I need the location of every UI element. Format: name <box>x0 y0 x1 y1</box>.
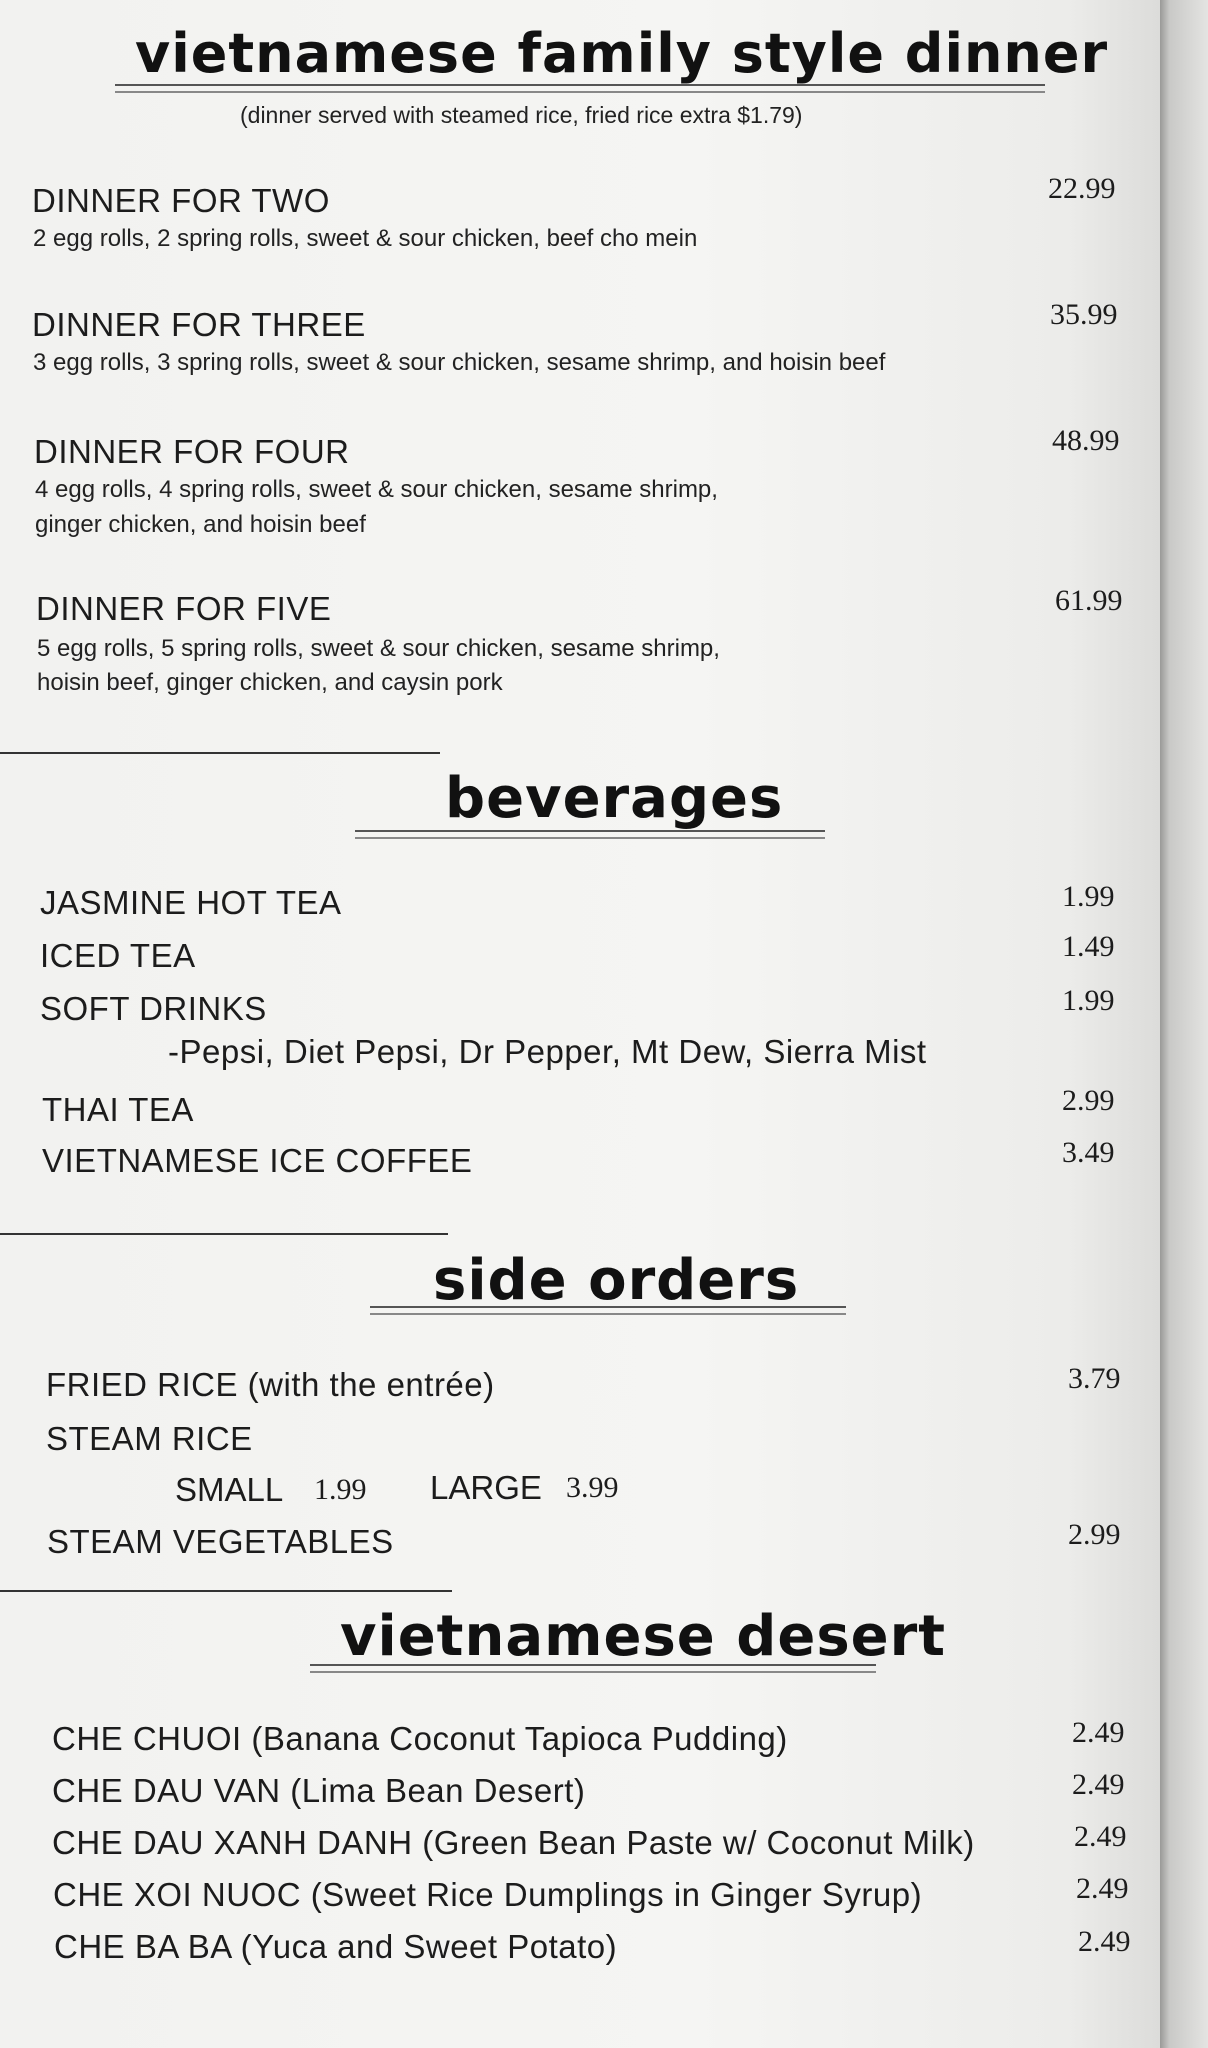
desert-item-price: 2.49 <box>1074 1820 1127 1853</box>
dinner-item-price: 35.99 <box>1050 298 1118 331</box>
desert-underline <box>310 1664 876 1673</box>
beverage-item-name: SOFT DRINKS <box>40 990 267 1027</box>
beverage-item-price: 1.99 <box>1062 880 1115 913</box>
family-dinner-note: (dinner served with steamed rice, fried rice extra $1.79) <box>240 102 803 128</box>
beverage-item-price: 3.49 <box>1062 1136 1115 1169</box>
desert-item-name: CHE DAU XANH DANH (Green Bean Paste w/ Coconut Milk) <box>52 1824 975 1861</box>
desert-item-name: CHE DAU VAN (Lima Bean Desert) <box>52 1772 586 1809</box>
section-divider <box>0 1233 448 1235</box>
beverage-subitem: -Pepsi, Diet Pepsi, Dr Pepper, Mt Dew, Sierra Mist <box>168 1033 927 1070</box>
dinner-item-desc: 5 egg rolls, 5 spring rolls, sweet & sour chicken, sesame shrimp, <box>37 635 720 662</box>
desert-title: vietnamese desert <box>340 1604 947 1669</box>
page-edge-shadow <box>1160 0 1208 2048</box>
family-dinner-underline <box>115 84 1045 93</box>
side-orders-underline <box>370 1306 846 1315</box>
beverage-item-price: 1.49 <box>1062 930 1115 963</box>
beverage-item-name: VIETNAMESE ICE COFFEE <box>42 1142 473 1179</box>
side-item-name: FRIED RICE (with the entrée) <box>46 1366 495 1403</box>
desert-item-name: CHE CHUOI (Banana Coconut Tapioca Pudding) <box>52 1720 788 1757</box>
section-divider <box>0 752 440 754</box>
dinner-item-desc: hoisin beef, ginger chicken, and caysin pork <box>37 669 503 696</box>
desert-item-name: CHE BA BA (Yuca and Sweet Potato) <box>54 1928 618 1965</box>
side-item-price: 2.99 <box>1068 1518 1121 1551</box>
family-dinner-title: vietnamese family style dinner <box>135 22 1109 85</box>
dinner-item-name: DINNER FOR TWO <box>32 182 330 219</box>
dinner-item-desc: 3 egg rolls, 3 spring rolls, sweet & sour chicken, sesame shrimp, and hoisin beef <box>33 349 886 376</box>
beverage-item-price: 1.99 <box>1062 984 1115 1017</box>
dinner-item-desc: ginger chicken, and hoisin beef <box>35 511 366 538</box>
steam-rice-large-label: LARGE <box>430 1469 542 1506</box>
desert-item-price: 2.49 <box>1072 1768 1125 1801</box>
beverages-title: beverages <box>445 766 784 831</box>
steam-rice-small-price: 1.99 <box>314 1473 367 1506</box>
section-divider <box>0 1590 452 1592</box>
desert-item-price: 2.49 <box>1072 1716 1125 1749</box>
desert-item-price: 2.49 <box>1076 1872 1129 1905</box>
beverage-item-price: 2.99 <box>1062 1084 1115 1117</box>
dinner-item-price: 48.99 <box>1052 424 1120 457</box>
side-item-price: 3.79 <box>1068 1362 1121 1395</box>
dinner-item-price: 61.99 <box>1055 584 1123 617</box>
dinner-item-name: DINNER FOR THREE <box>32 306 366 343</box>
beverage-item-name: THAI TEA <box>42 1091 194 1128</box>
dinner-item-price: 22.99 <box>1048 172 1116 205</box>
beverage-item-name: ICED TEA <box>40 937 196 974</box>
desert-item-price: 2.49 <box>1078 1925 1131 1958</box>
beverage-item-name: JASMINE HOT TEA <box>40 884 342 921</box>
steam-rice-small-label: SMALL <box>175 1471 284 1508</box>
side-item-name: STEAM RICE <box>46 1420 253 1457</box>
desert-item-name: CHE XOI NUOC (Sweet Rice Dumplings in Ginger Syrup) <box>53 1876 923 1913</box>
side-item-name: STEAM VEGETABLES <box>47 1523 394 1560</box>
dinner-item-desc: 4 egg rolls, 4 spring rolls, sweet & sour chicken, sesame shrimp, <box>35 476 718 503</box>
steam-rice-large-price: 3.99 <box>566 1471 619 1504</box>
dinner-item-desc: 2 egg rolls, 2 spring rolls, sweet & sour chicken, beef cho mein <box>33 225 698 252</box>
dinner-item-name: DINNER FOR FOUR <box>34 433 350 470</box>
side-orders-title: side orders <box>433 1248 800 1313</box>
dinner-item-name: DINNER FOR FIVE <box>36 590 332 627</box>
beverages-underline <box>355 830 825 839</box>
